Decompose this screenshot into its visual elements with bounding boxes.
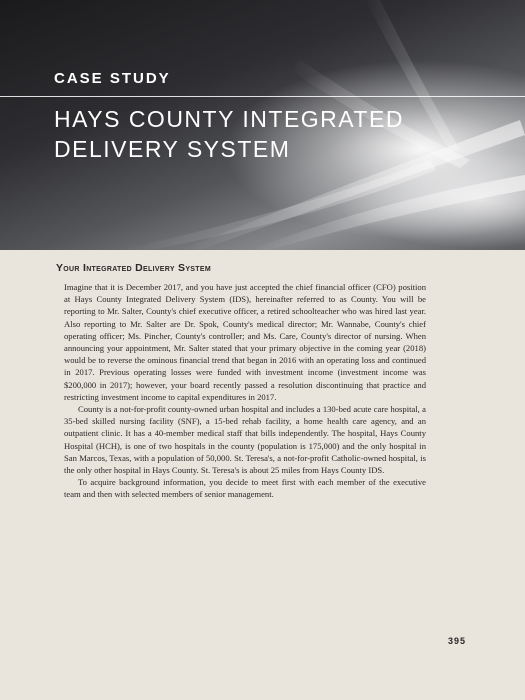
paragraph-1: Imagine that it is December 2017, and you have just accepted the chief financial officer (CFO) position at Hays County Integrated Delivery System (IDS), hereinafter referred to as County. You will be reporting to Mr. Salter, County's chief executive officer, a retired schoolteacher who was hired last year. Also reporting to Mr. Salter are Dr. Spok, County's medical director; Mr. Wannabe, County's chief operating officer; Ms. Pincher, County's controller; and Ms. Care, County's director of nursing. When announcing your appointment, Mr. Salter stated that your primary objective in the coming year (2018) would be to reverse the ominous financial trend that began in 2016 with an operating loss and continued in 2017. Previous operating losses were funded with investment income (investment income was $200,000 in 2017); however, your board recently passed a resolution discontinuing that practice and restricting investment income to capital expenditures in 2017. <box>64 282 426 402</box>
body-content <box>56 262 426 501</box>
page-number: 395 <box>448 636 467 646</box>
header-divider <box>0 96 525 97</box>
paragraph-3: To acquire background information, you decide to meet first with each member of the executive team and then with selected members of senior management. <box>64 477 426 500</box>
section-heading: Your Integrated Delivery System <box>56 262 211 274</box>
header-banner <box>0 0 525 250</box>
paragraph-2: County is a not-for-profit county-owned urban hospital and includes a 130-bed acute care hospital, a 35-bed skilled nursing facility (SNF), a 15-bed rehab facility, a home health care agency, and an outpatient clinic. It has a 40-member medical staff that bills independently. The hospital, Hays County Hospital (HCH), is one of two hospitals in the county (population is 175,000) and the only hospital in San Marcos, Texas, with a population of 50,000. St. Teresa's, a not-for-profit Catholic-owned hospital, is the only other hospital in Hays County. St. Teresa's is about 25 miles from Hays County IDS. <box>64 404 426 476</box>
page-title: HAYS COUNTY INTEGRATED DELIVERY SYSTEM <box>54 106 404 162</box>
case-study-label: CASE STUDY <box>54 70 171 87</box>
